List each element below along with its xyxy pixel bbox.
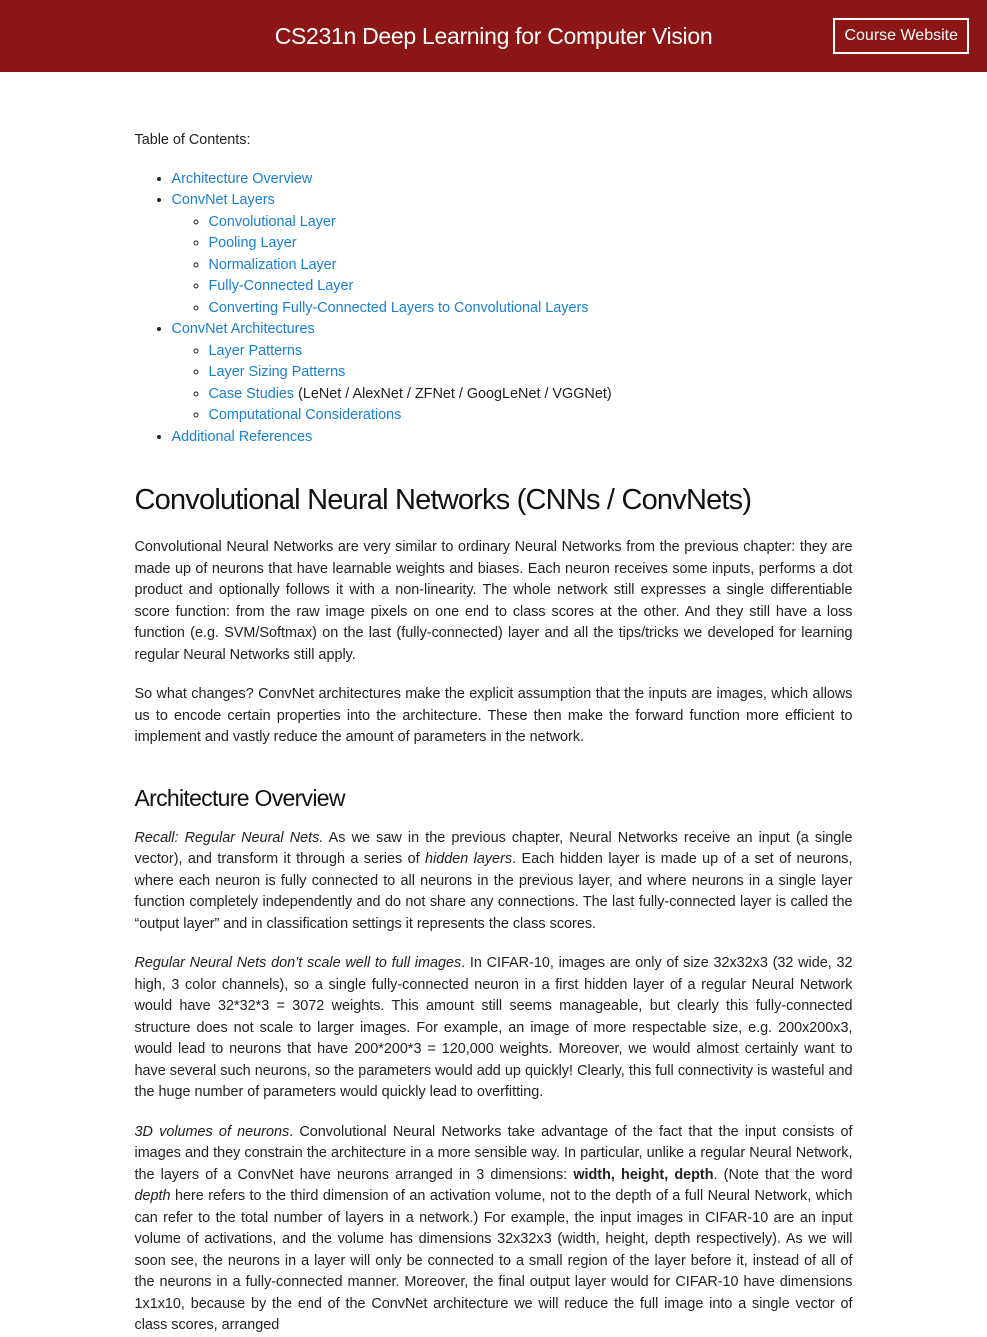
toc-item (172, 169, 853, 191)
toc-subitem (209, 384, 853, 406)
site-title[interactable]: CS231n Deep Learning for Computer Vision (274, 22, 713, 49)
paragraph-recall (135, 828, 853, 936)
toc-link-case-studies[interactable]: Case Studies (208, 385, 295, 402)
toc-subitem (209, 276, 853, 298)
toc-subitem (209, 212, 853, 234)
intro-paragraph-2: So what changes? ConvNet architectures make the explicit assumption that the inputs are images, which allows us to encode certain properties into the architecture. These then make the forward function more efficient to implement and vastly reduce the amount of parameters in the network. (134, 686, 853, 745)
emphasis-text: hidden layers (425, 851, 513, 867)
paragraph-scale (135, 953, 853, 1104)
article-title: Convolutional Neural Networks (CNNs / ConvNets) (134, 484, 752, 516)
emphasis-text: 3D volumes of neurons (134, 1123, 290, 1140)
paragraph-text: . Convolutional Neural Networks take advantage of the fact that the input consists of images and they constrain the architecture in a more sensible way. In particular, unlike a regular Neural Network, the layers of a ConvNet have neurons arranged in 3 dimensions: (134, 1123, 853, 1183)
toc-item (172, 319, 853, 427)
toc-item (172, 427, 853, 449)
toc-subitem (209, 405, 853, 427)
toc-link-layer-patterns[interactable]: Layer Patterns (208, 342, 303, 359)
toc-link-additional-references[interactable]: Additional References (171, 428, 313, 445)
paragraph-text: . In CIFAR-10, images are only of size 32x32x3 (32 wide, 32 high, 3 color channels), so a single fully-connected neuron in a first hidden layer of a regular Neural Network would have 32*32*3 = 3072 weights. This amount still seems manageable, but clearly this fully-connected structure does not scale to larger images. For example, an image of more respectable size, e.g. 200x200x3, would lead to neurons that have 200*200*3 = 120,000 weights. Moreover, we would almost certainly want to have several such neurons, so the parameters would add up quickly! Clearly, this full connectivity is wasteful and the huge number of parameters would quickly lead to overfitting. (134, 955, 853, 1100)
main-content (135, 72, 853, 1337)
toc-link-computational-considerations[interactable]: Computational Considerations (208, 407, 402, 423)
emphasis-text: depth (134, 1188, 171, 1204)
section-heading-architecture-overview: Architecture Overview (134, 784, 345, 811)
course-website-button[interactable]: Course Website (833, 18, 969, 54)
toc-link-pooling-layer[interactable]: Pooling Layer (208, 235, 297, 251)
toc-link-fully-connected-layer[interactable]: Fully-Connected Layer (208, 278, 354, 294)
case-studies-suffix: (LeNet / AlexNet / ZFNet / GoogLeNet / VGGNet) (294, 385, 612, 402)
toc-sublist (172, 341, 853, 427)
emphasis-text: Recall: Regular Neural Nets. (134, 829, 324, 846)
toc-link-convnet-layers[interactable]: ConvNet Layers (171, 192, 275, 208)
emphasis-text: Regular Neural Nets don’t scale well to full images (134, 955, 462, 971)
toc-subitem (209, 362, 853, 384)
toc-link-architecture-overview[interactable]: Architecture Overview (171, 170, 313, 187)
toc-title: Table of Contents: (134, 132, 251, 148)
paragraph-text: As we saw in the previous chapter, Neural Networks receive an input (a single vector), and transform it through a series of (134, 829, 853, 867)
toc-link-converting-fc-layers[interactable]: Converting Fully-Connected Layers to Convolutional Layers (208, 299, 589, 316)
table-of-contents (135, 169, 853, 449)
toc-subitem (209, 341, 853, 363)
paragraph-text: . Each hidden layer is made up of a set of neurons, where each neuron is fully connected to all neurons in the previous layer, and where neurons in a single layer function completely independently and do not share any connections. The last fully-connected layer is called the “output layer” and in classification settings it represents the class scores. (134, 851, 853, 932)
toc-link-layer-sizing-patterns[interactable]: Layer Sizing Patterns (208, 364, 346, 380)
toc-link-convnet-architectures[interactable]: ConvNet Architectures (171, 321, 315, 337)
toc-sublist (172, 212, 853, 320)
toc-link-normalization-layer[interactable]: Normalization Layer (208, 256, 337, 273)
toc-item (172, 190, 853, 319)
toc-subitem (209, 233, 853, 255)
bold-text: width, height, depth (573, 1166, 714, 1183)
paragraph-text: . (Note that the word (713, 1166, 853, 1183)
paragraph-text: here refers to the third dimension of an activation volume, not to the depth of a full Neural Network, which can refer to the total number of layers in a network.) For example, the input images in CIFAR-10 are an input volume of activations, and the volume has dimensions 32x32x3 (width, height, depth respectively). As we will soon see, the neurons in a layer will only be connected to a small region of the layer before it, instead of all of the neurons in a fully-connected manner. Moreover, the final output layer would for CIFAR-10 have dimensions 1x1x10, because by the end of the ConvNet architecture we will reduce the full image into a single vector of class scores, arranged (134, 1188, 853, 1333)
toc-subitem (209, 255, 853, 277)
toc-subitem (209, 298, 853, 320)
intro-paragraph-1: Convolutional Neural Networks are very similar to ordinary Neural Networks from the previous chapter: they are made up of neurons that have learnable weights and biases. Each neuron receives some inputs, performs a dot product and optionally follows it with a non-linearity. The whole network still expresses a single differentiable score function: from the raw image pixels on one end to class scores at the other. And they still have a loss function (e.g. SVM/Softmax) on the last (fully-connected) layer and all the tips/tricks we developed for learning regular Neural Networks still apply. (134, 539, 853, 663)
site-header (0, 0, 987, 72)
paragraph-3d-volumes (135, 1122, 853, 1337)
toc-link-convolutional-layer[interactable]: Convolutional Layer (208, 213, 336, 230)
